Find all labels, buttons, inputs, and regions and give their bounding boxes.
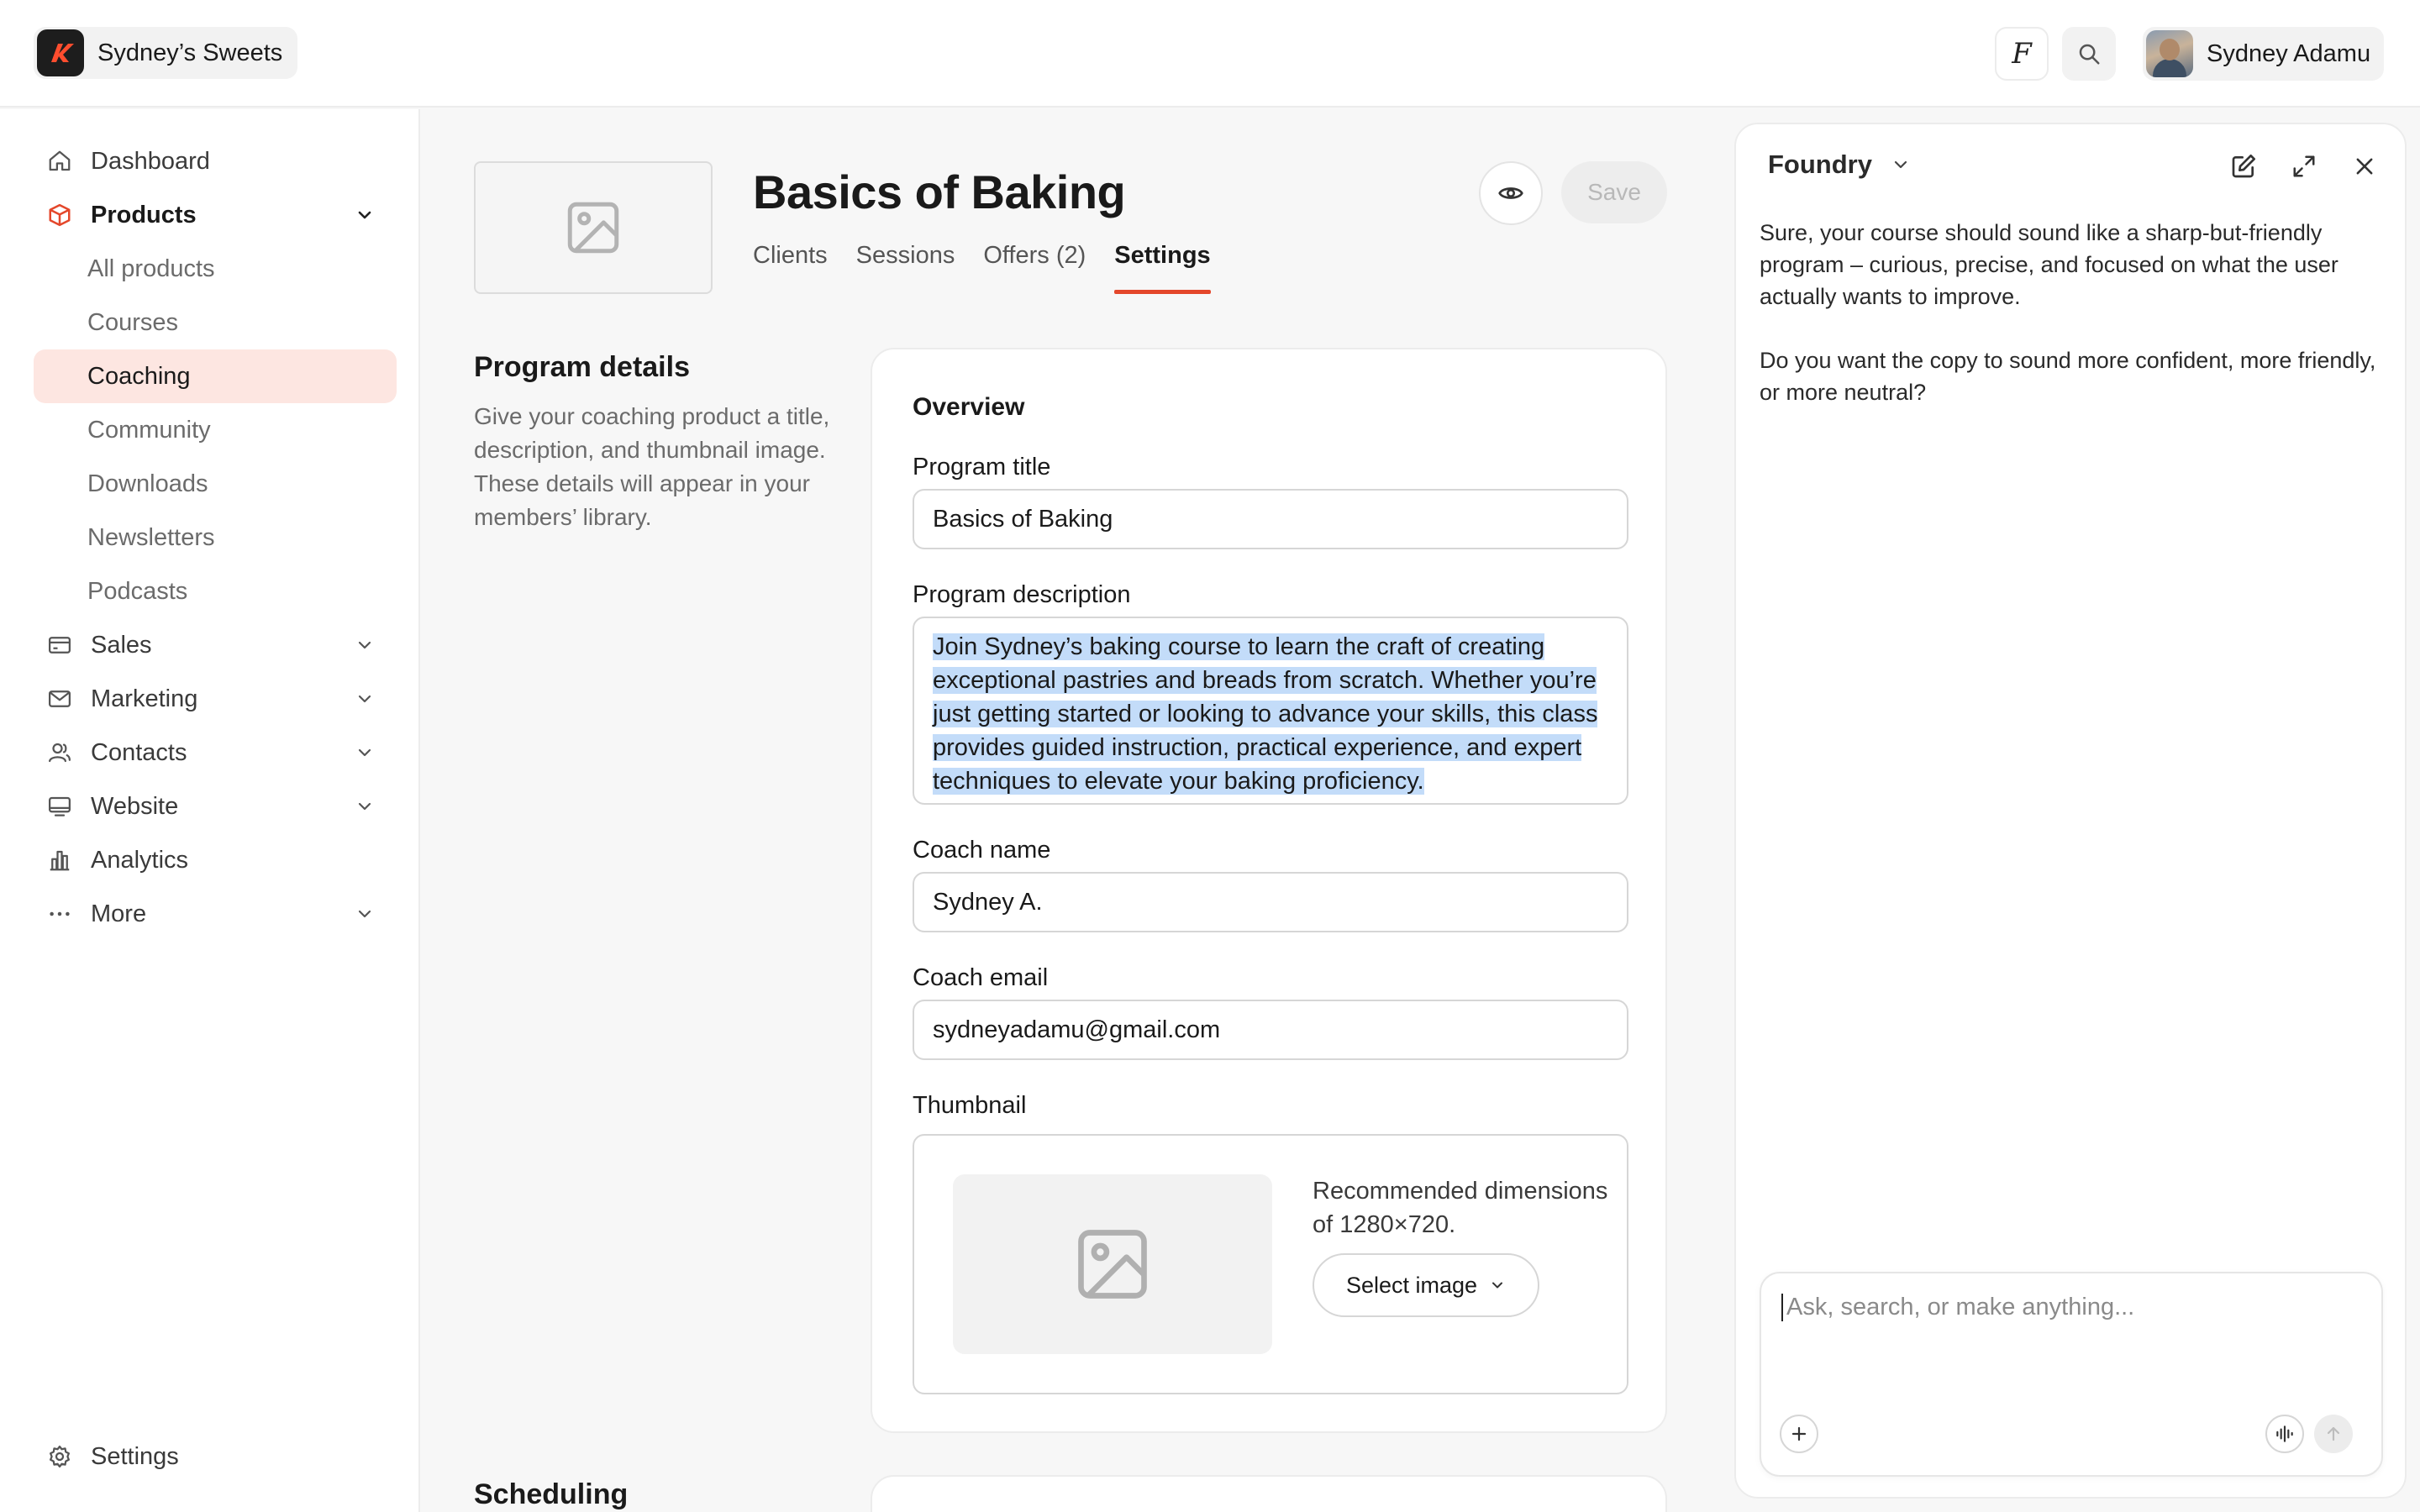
image-placeholder-icon (1071, 1222, 1155, 1306)
sidebar-item-courses[interactable] (34, 296, 397, 349)
eye-icon (1497, 180, 1524, 207)
assistant-title: Foundry (1768, 150, 1872, 179)
program-details-title: Program details (474, 351, 690, 383)
user-menu[interactable] (2143, 27, 2384, 81)
bar-chart-icon (45, 846, 74, 874)
thumbnail-uploader (913, 1134, 1628, 1394)
plus-icon (1789, 1424, 1809, 1444)
scheduling-title: Scheduling (474, 1478, 629, 1510)
overview-card (871, 348, 1667, 1433)
sidebar-item-sales[interactable] (34, 618, 397, 672)
sidebar-item-downloads[interactable] (34, 457, 397, 511)
program-title-label: Program title (913, 454, 1051, 480)
program-description-label: Program description (913, 581, 1131, 608)
sidebar-item-label: Courses (87, 308, 178, 336)
program-title-value: Basics of Baking (933, 505, 1113, 533)
tab-clients[interactable]: Clients (753, 242, 828, 269)
voice-button[interactable] (2265, 1415, 2304, 1453)
credit-card-icon (45, 631, 74, 659)
assistant-model-selector[interactable] (1768, 150, 1911, 180)
coach-name-label: Coach name (913, 837, 1051, 864)
sidebar-item-coaching[interactable] (34, 349, 397, 403)
select-image-button[interactable] (1313, 1253, 1539, 1317)
tab-settings[interactable]: Settings (1114, 242, 1210, 294)
sidebar-item-dashboard[interactable] (34, 134, 397, 188)
chevron-down-icon (355, 635, 375, 655)
scheduling-card (871, 1475, 1667, 1512)
sidebar-item-label: Coaching (87, 362, 191, 390)
avatar (2146, 30, 2193, 77)
contacts-icon (45, 738, 74, 767)
preview-button[interactable] (1479, 161, 1543, 225)
sidebar-item-label: Website (91, 792, 179, 820)
sidebar-item-label: More (91, 900, 147, 927)
sidebar-item-label: Marketing (91, 685, 198, 712)
assistant-message: Sure, your course should sound like a sharp-but-friendly program – curious, precise, and focused on what the user actually wants to improve. (1760, 220, 2338, 309)
sidebar-item-more[interactable] (34, 887, 397, 941)
sidebar-item-label: Products (91, 201, 197, 228)
program-title-field[interactable] (913, 489, 1628, 549)
attach-button[interactable] (1780, 1415, 1818, 1453)
save-button[interactable]: Save (1561, 161, 1667, 223)
sidebar-item-website[interactable] (34, 780, 397, 833)
workspace-switcher[interactable] (34, 27, 297, 79)
font-f-icon: F (2012, 37, 2032, 71)
sidebar-item-label: Contacts (91, 738, 187, 766)
mail-icon (45, 685, 74, 713)
coach-name-value: Sydney A. (933, 888, 1043, 916)
search-icon (2076, 41, 2102, 66)
coach-email-label: Coach email (913, 964, 1049, 991)
sidebar-item-label: Newsletters (87, 523, 215, 551)
sidebar-item-podcasts[interactable] (34, 564, 397, 618)
tab-offers[interactable]: Offers (2) (983, 242, 1086, 269)
chevron-down-icon (355, 205, 375, 225)
tab-sessions[interactable]: Sessions (855, 242, 955, 269)
close-button[interactable] (2346, 148, 2383, 185)
sidebar-item-analytics[interactable] (34, 833, 397, 887)
sidebar-item-label: Dashboard (91, 147, 210, 175)
workspace-name: Sydney’s Sweets (97, 39, 283, 66)
thumbnail-preview[interactable] (953, 1174, 1272, 1354)
sidebar-item-label: All products (87, 255, 215, 282)
top-bar (0, 0, 2420, 108)
font-button[interactable] (1995, 27, 2049, 81)
user-name: Sydney Adamu (2207, 39, 2371, 67)
sidebar-item-all-products[interactable] (34, 242, 397, 296)
sidebar-item-label: Podcasts (87, 577, 188, 605)
sidebar-item-marketing[interactable] (34, 672, 397, 726)
program-details-description: Give your coaching product a title, description, and thumbnail image. These details will appear in your members’ library. (474, 403, 830, 530)
sidebar-item-label: Analytics (91, 846, 189, 874)
close-icon (2353, 155, 2376, 178)
image-placeholder-icon (562, 197, 624, 259)
arrow-up-icon (2323, 1424, 2344, 1444)
chevron-down-icon (355, 796, 375, 816)
search-button[interactable] (2062, 27, 2116, 81)
monitor-icon (45, 792, 74, 821)
program-description-value: Join Sydney’s baking course to learn the craft of creating exceptional pastries and breads from scratch. Whether you’re just getting started or looking to advance your skills, this class provides guided instruction, practical experience, and expert techniques to elevate your baking proficiency. (933, 633, 1598, 795)
thumbnail-recommendation: Recommended dimensions of 1280×720. (1313, 1178, 1608, 1238)
expand-button[interactable] (2286, 148, 2323, 185)
product-thumbnail[interactable] (474, 161, 713, 294)
new-chat-button[interactable] (2225, 148, 2262, 185)
sidebar-item-newsletters[interactable] (34, 511, 397, 564)
program-description-field[interactable] (913, 617, 1628, 805)
thumbnail-label: Thumbnail (913, 1092, 1027, 1119)
chevron-down-icon (1489, 1277, 1506, 1294)
gear-icon (45, 1442, 74, 1471)
coach-email-field[interactable] (913, 1000, 1628, 1060)
chevron-down-icon (355, 689, 375, 709)
sidebar-item-products[interactable] (34, 188, 397, 242)
sidebar-item-contacts[interactable] (34, 726, 397, 780)
send-button[interactable] (2314, 1415, 2353, 1453)
edit-icon (2230, 153, 2257, 180)
sidebar-item-label: Downloads (87, 470, 208, 497)
sidebar-item-label: Community (87, 416, 211, 444)
sidebar-item-community[interactable] (34, 403, 397, 457)
chat-input[interactable] (1781, 1294, 2361, 1321)
home-icon (45, 147, 74, 176)
coach-name-field[interactable] (913, 872, 1628, 932)
page-title: Basics of Baking (753, 165, 1126, 218)
chat-composer (1760, 1272, 2383, 1477)
expand-icon (2291, 154, 2317, 179)
coach-email-value: sydneyadamu@gmail.com (933, 1016, 1221, 1043)
brand-logo (37, 29, 84, 76)
more-dots-icon (45, 900, 74, 928)
select-image-label: Select image (1345, 1272, 1478, 1298)
assistant-panel (1734, 123, 2407, 1499)
cube-icon (45, 201, 74, 229)
product-tabs (753, 242, 1239, 294)
sidebar-item-label: Settings (91, 1442, 179, 1470)
chevron-down-icon (355, 904, 375, 924)
sidebar-item-settings[interactable] (34, 1430, 397, 1483)
assistant-message: Do you want the copy to sound more confident, more friendly, or more neutral? (1760, 348, 2376, 405)
waveform-icon (2274, 1423, 2296, 1445)
sidebar (0, 109, 420, 1512)
chevron-down-icon (1891, 155, 1911, 175)
sidebar-item-label: Sales (91, 631, 152, 659)
overview-heading: Overview (913, 393, 1025, 421)
chevron-down-icon (355, 743, 375, 763)
